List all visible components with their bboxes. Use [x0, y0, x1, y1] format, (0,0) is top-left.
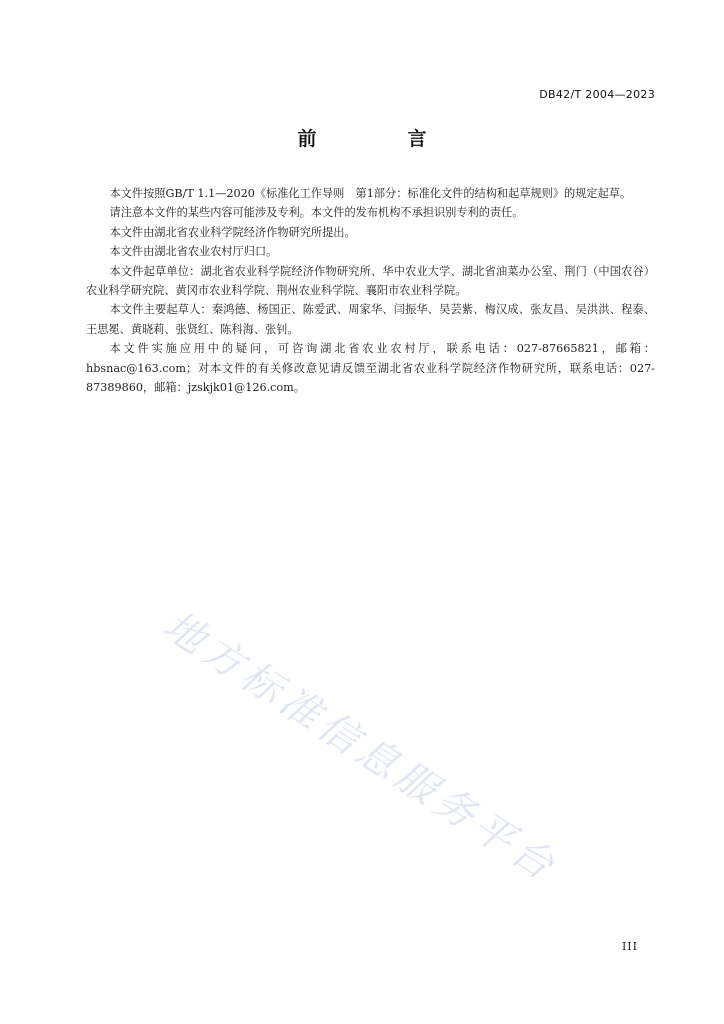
foreword-body [86, 184, 655, 397]
page-title: 前 言 [297, 128, 463, 150]
watermark: 地方标准信息服务平台 [155, 602, 566, 892]
paragraph-patent-notice: 请注意本文件的某些内容可能涉及专利。本文件的发布机构不承担识别专利的责任。 [109, 206, 524, 220]
paragraph-drafting-units: 本文件起草单位：湖北省农业科学院经济作物研究所、华中农业大学、湖北省油菜办公室、荆门（中国农谷）农业科学研究院、黄冈市农业科学院、荆州农业科学院、襄阳市农业科学院。 [86, 264, 655, 298]
paragraph-proposer: 本文件由湖北省农业科学院经济作物研究所提出。 [109, 225, 356, 239]
standard-code: DB42/T 2004—2023 [539, 88, 655, 101]
paragraph-administrator: 本文件由湖北省农业农村厅归口。 [109, 245, 278, 259]
page-number: III [621, 940, 638, 953]
paragraph-contact: 本文件实施应用中的疑问，可咨询湖北省农业农村厅，联系电话：027-87665821，邮箱：hbsnac@163.com；对本文件的有关修改意见请反馈至湖北省农业科学院经济作物研究所，联系电话：027-87389860，邮箱：jzskjk01@126.com。 [86, 342, 655, 395]
paragraph-drafting-rules: 本文件按照GB/T 1.1—2020《标准化工作导则 第1部分：标准化文件的结构和起草规则》的规定起草。 [109, 187, 632, 200]
paragraph-drafters: 本文件主要起草人：秦鸿德、杨国正、陈爱武、周家华、闫振华、吴芸紫、梅汉成、张友昌、吴洪洪、程泰、王思冕、黄晓莉、张贤红、陈科海、张钊。 [86, 303, 655, 336]
